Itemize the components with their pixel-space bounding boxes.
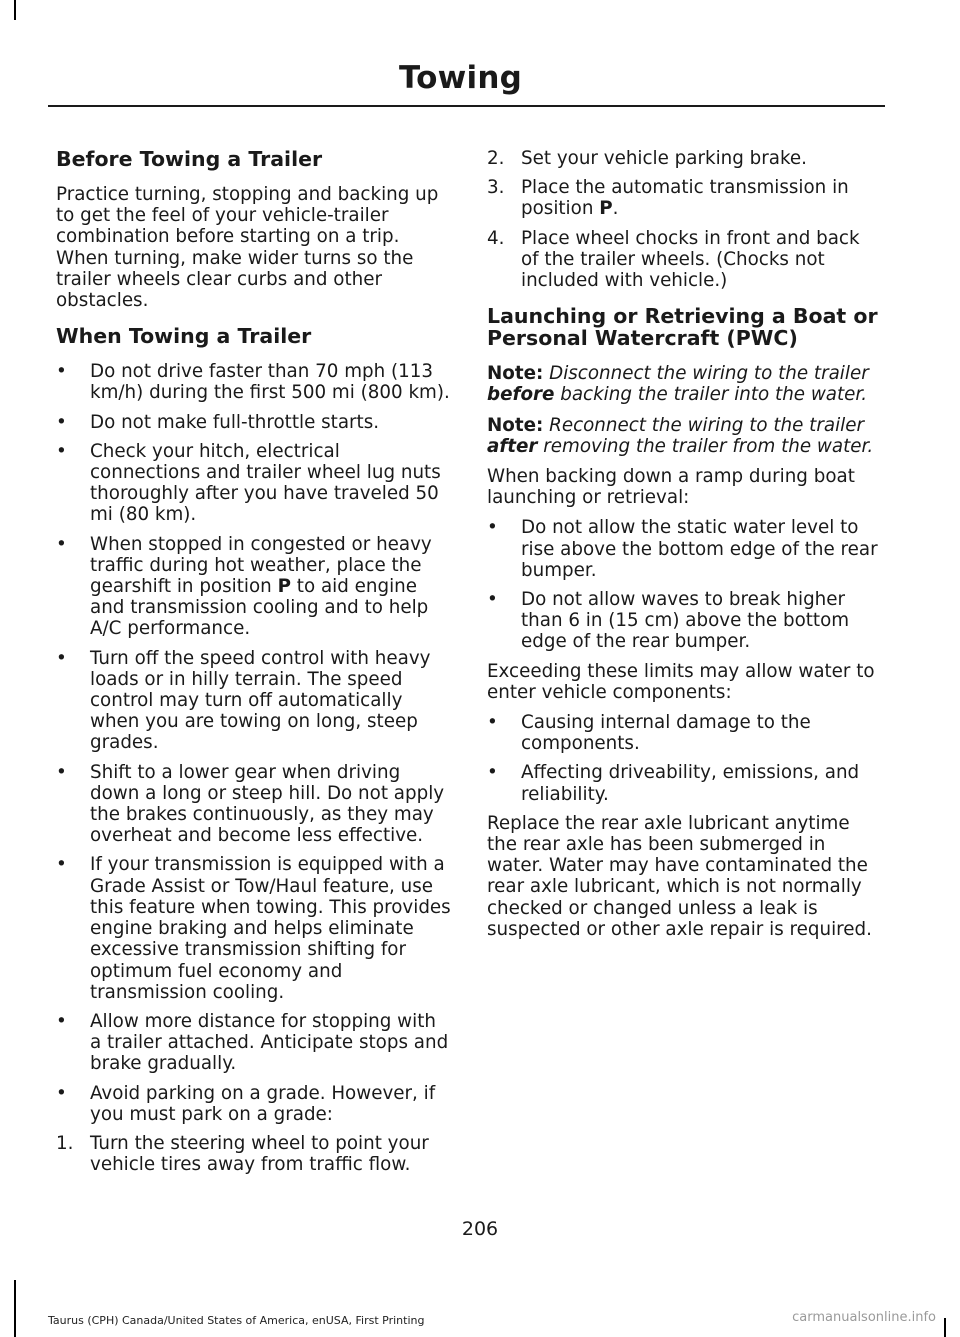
list-item: • Do not allow the static water level to rise above the bottom edge of the rear bumper. [487,517,878,581]
list-item: • Shift to a lower gear when driving down a long or steep hill. Do not apply the brakes continuously, as they may overheat and become less effective. [56,761,445,847]
right-column [487,148,882,949]
paragraph-backing-ramp: When backing down a ramp during boat launching or retrieval: [487,466,855,509]
towing-tips-list [56,361,451,1125]
note-reconnect: Note: Reconnect the wiring to the trailer after removing the trailer from the water. [487,414,874,457]
list-item: 1. Turn the steering wheel to point your vehicle tires away from traffic flow. [56,1132,429,1176]
parking-steps-list-continued [487,148,882,291]
list-item: • Allow more distance for stopping with a trailer attached. Anticipate stops and brake gradually. [56,1010,449,1075]
list-item: 4. Place wheel chocks in front and back of the trailer wheels. (Chocks not included with vehicle.) [487,227,860,292]
list-item: • Affecting driveability, emissions, and reliability. [487,762,860,805]
ramp-limits-list [487,517,882,652]
header-rule [48,105,885,107]
list-item: • Do not make full-throttle starts. [56,411,380,433]
section-title: Towing [398,60,522,96]
crop-mark-top-left [14,0,16,20]
paragraph-practice: Practice turning, stopping and backing up to get the feel of your vehicle-trailer combination before starting on a trip. When turning, make wider turns so the trailer wheels clear curbs and other obstacles. [56,184,439,312]
note-disconnect: Note: Disconnect the wiring to the trailer before backing the trailer into the water. [487,363,869,406]
list-item: 3. Place the automatic transmission in position P. [487,177,849,220]
list-item: • Avoid parking on a grade. However, if you must park on a grade: [56,1082,436,1125]
crop-mark-bottom-right [944,1318,946,1337]
list-item: • If your transmission is equipped with a Grade Assist or Tow/Haul feature, use this feature when towing. This provides engine braking and helps eliminate excessive transmission shifting for optimum fuel economy and transmission cooling. [56,854,451,1003]
paragraph-exceeding-limits: Exceeding these limits may allow water to enter vehicle components: [487,660,875,703]
list-item: • When stopped in congested or heavy traffic during hot weather, place the gearshift in position P to aid engine and transmission cooling and to help A/C performance. [56,533,432,640]
paragraph-axle-lubricant: Replace the rear axle lubricant anytime the rear axle has been submerged in water. Water may have contaminated the rear axle lubricant, which is not normally checked or changed unless a leak is suspected or other axle repair is required. [487,812,872,940]
crop-mark-bottom-left [14,1280,16,1337]
list-item: • Check your hitch, electrical connections and trailer wheel lug nuts thoroughly after you have traveled 50 mi (80 km). [56,440,441,526]
heading-when-towing: When Towing a Trailer [56,324,312,349]
list-item: • Turn off the speed control with heavy loads or in hilly terrain. The speed control may turn off automatically when you are towing on long, steep grades. [56,647,431,754]
list-item: • Do not allow waves to break higher than 6 in (15 cm) above the bottom edge of the rear bumper. [487,589,850,653]
parking-steps-list [56,1133,451,1175]
left-column [56,148,451,1183]
consequences-list [487,712,882,805]
list-item: • Do not drive faster than 70 mph (113 km/h) during the first 500 mi (800 km). [56,361,450,404]
page-number: 206 [461,1218,499,1240]
heading-before-towing: Before Towing a Trailer [56,147,323,171]
list-item: 2. Set your vehicle parking brake. [487,148,807,169]
edition-footer: Taurus (CPH) Canada/United States of America, enUSA, First Printing [48,1314,425,1327]
list-item: • Causing internal damage to the components. [487,712,811,755]
heading-launching-boat: Launching or Retrieving a Boat or Personal Watercraft (PWC) [487,304,878,351]
watermark: carmanualsonline.info [792,1310,936,1325]
